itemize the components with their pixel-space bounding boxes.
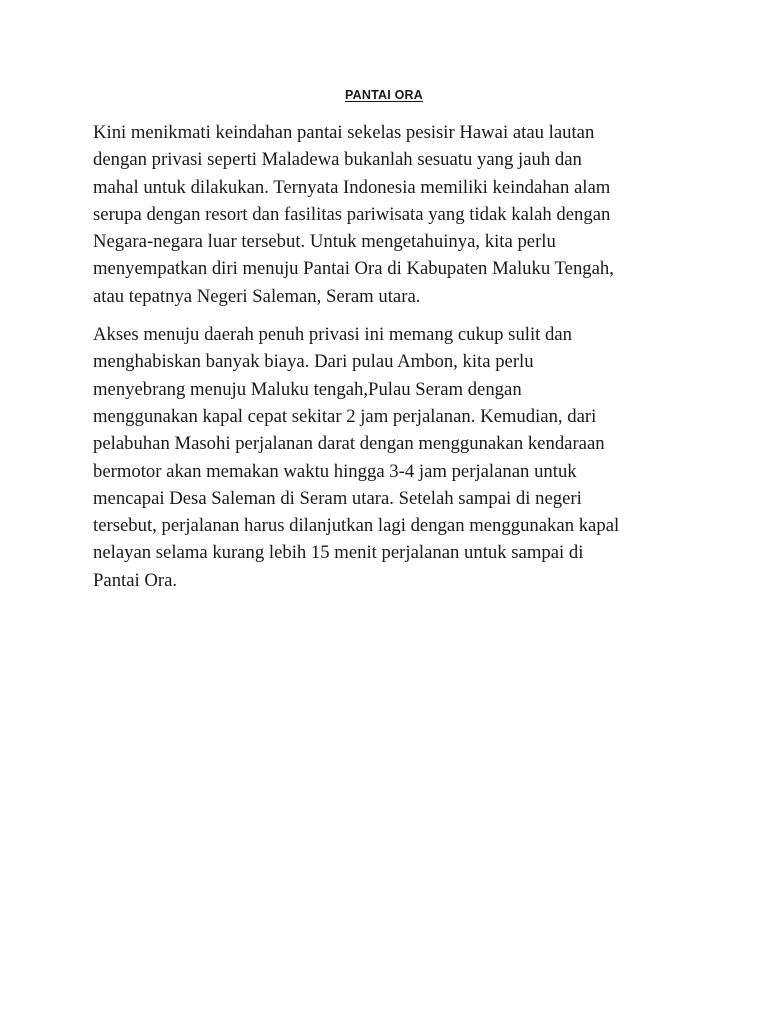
paragraph-line: menyempatkan diri menuju Pantai Ora di Kabupaten Maluku Tengah, [93, 258, 614, 280]
paragraph-line: mahal untuk dilakukan. Ternyata Indonesia memiliki keindahan alam [93, 176, 611, 198]
paragraph-line: nelayan selama kurang lebih 15 menit perjalanan untuk sampai di [93, 542, 584, 564]
paragraph-line: menyebrang menuju Maluku tengah,Pulau Seram dengan [93, 378, 522, 400]
paragraph-2 [93, 321, 683, 594]
paragraph-line: bermotor akan memakan waktu hingga 3-4 jam perjalanan untuk [93, 460, 577, 482]
paragraph-line: Kini menikmati keindahan pantai sekelas pesisir Hawai atau lautan [93, 122, 595, 143]
paragraph-line: menggunakan kapal cepat sekitar 2 jam perjalanan. Kemudian, dari [93, 405, 597, 427]
paragraph-line: menghabiskan banyak biaya. Dari pulau Ambon, kita perlu [93, 351, 534, 373]
paragraph-line: Akses menuju daerah penuh privasi ini memang cukup sulit dan [93, 324, 573, 346]
paragraph-line: Pantai Ora. [93, 569, 178, 591]
paragraph-line: mencapai Desa Saleman di Seram utara. Setelah sampai di negeri [93, 487, 582, 509]
paragraph-line: tersebut, perjalanan harus dilanjutkan lagi dengan menggunakan kapal [93, 515, 620, 537]
paragraph-line: serupa dengan resort dan fasilitas pariwisata yang tidak kalah dengan [93, 203, 611, 225]
paragraph-line: atau tepatnya Negeri Saleman, Seram utara. [93, 285, 421, 307]
paragraph-line: dengan privasi seperti Maladewa bukanlah sesuatu yang jauh dan [93, 149, 582, 171]
paragraph-line: Negara-negara luar tersebut. Untuk mengetahuinya, kita perlu [93, 231, 556, 253]
document-title: PANTAI ORA [345, 88, 423, 102]
paragraph-1 [93, 119, 683, 310]
paragraph-line: pelabuhan Masohi perjalanan darat dengan menggunakan kendaraan [93, 433, 605, 455]
document-body [93, 119, 683, 605]
